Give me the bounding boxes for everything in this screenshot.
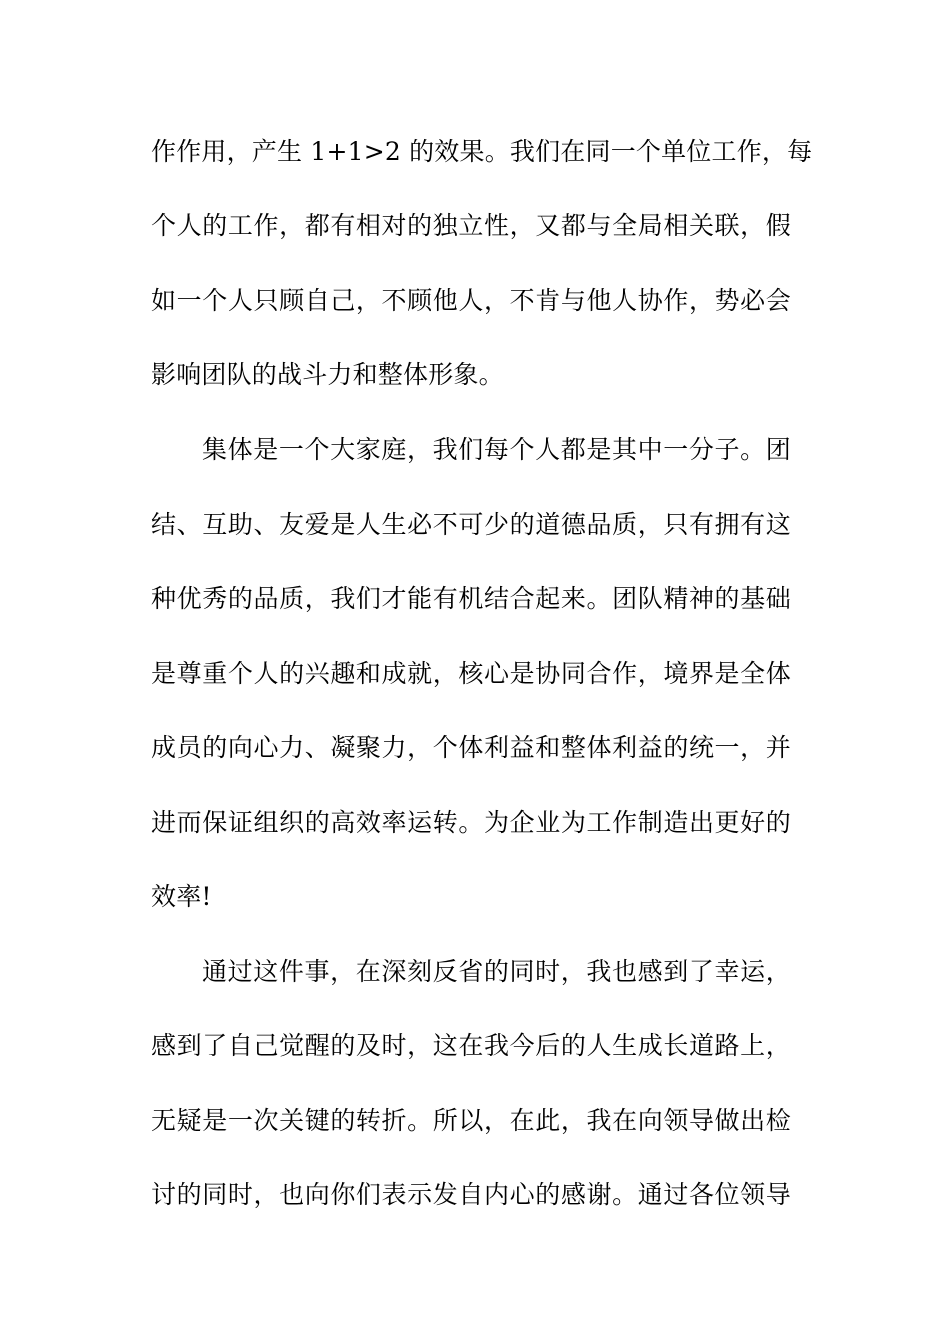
- text-line-14: 无疑是一次关键的转折。所以，在此，我在向领导做出检: [151, 1106, 791, 1135]
- text-line-15: 讨的同时，也向你们表示发自内心的感谢。通过各位领导: [151, 1180, 791, 1209]
- text-line-5: 集体是一个大家庭，我们每个人都是其中一分子。团: [202, 435, 791, 464]
- text-line-2: 个人的工作，都有相对的独立性，又都与全局相关联，假: [151, 211, 791, 240]
- text-line-12: 通过这件事，在深刻反省的同时，我也感到了幸运，: [202, 957, 791, 986]
- text-line-3: 如一个人只顾自己，不顾他人，不肯与他人协作，势必会: [151, 286, 791, 315]
- text-line-1: 作作用，产生 1+1>2 的效果。我们在同一个单位工作，每: [151, 137, 813, 166]
- text-line-8: 是尊重个人的兴趣和成就，核心是协同合作，境界是全体: [151, 659, 791, 688]
- text-line-13: 感到了自己觉醒的及时，这在我今后的人生成长道路上，: [151, 1031, 791, 1060]
- text-line-10: 进而保证组织的高效率运转。为企业为工作制造出更好的: [151, 808, 791, 837]
- text-line-4: 影响团队的战斗力和整体形象。: [151, 360, 504, 389]
- text-line-9: 成员的向心力、凝聚力，个体利益和整体利益的统一，并: [151, 733, 791, 762]
- text-line-11: 效率!: [151, 882, 212, 911]
- text-line-7: 种优秀的品质，我们才能有机结合起来。团队精神的基础: [151, 584, 791, 613]
- text-line-6: 结、互助、友爱是人生必不可少的道德品质，只有拥有这: [151, 510, 791, 539]
